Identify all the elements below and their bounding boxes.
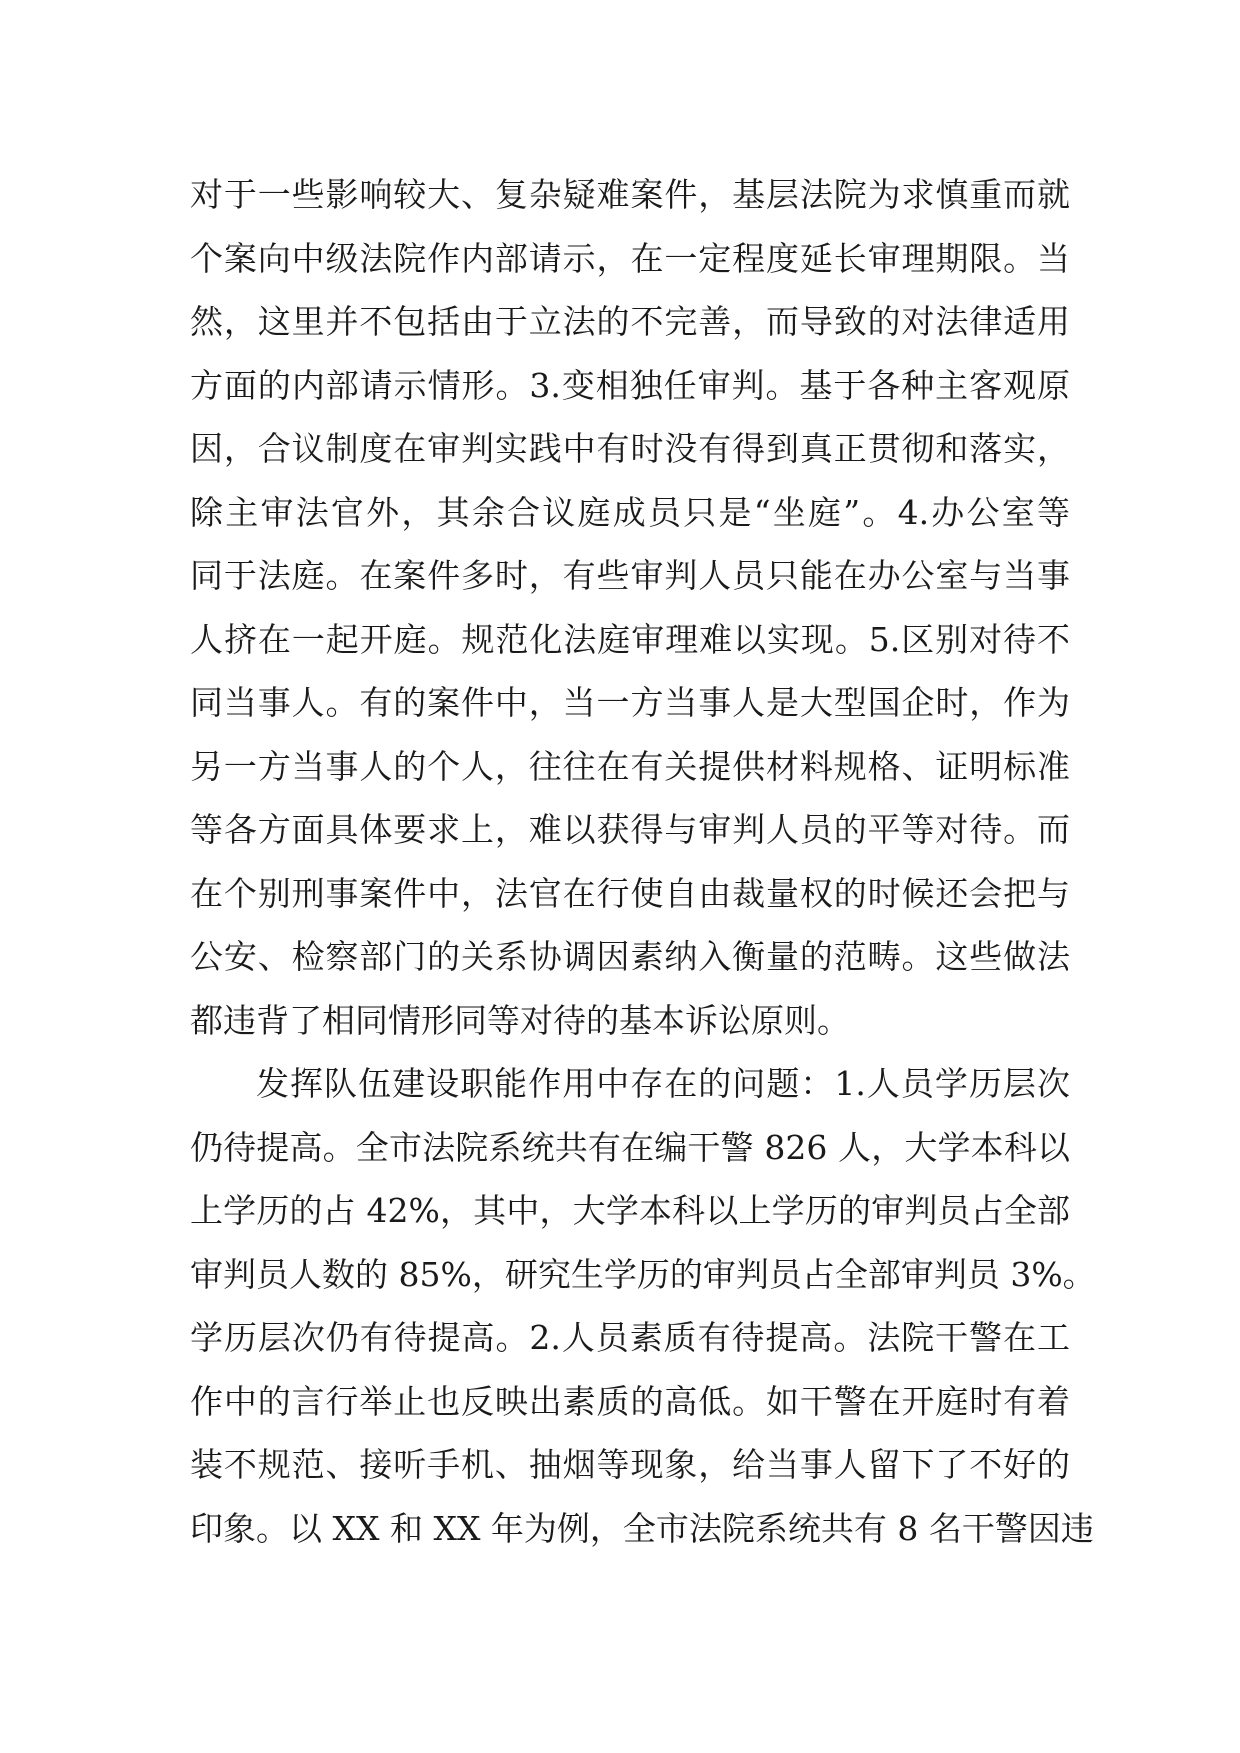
text-line: 发挥队伍建设职能作用中存在的问题：1.人员学历层次	[256, 1064, 1070, 1103]
text-line: 装不规范、接听手机、抽烟等现象，给当事人留下了不好的	[190, 1445, 1070, 1484]
text-line: 同于法庭。在案件多时，有些审判人员只能在办公室与当事	[190, 556, 1070, 595]
text-line: 学历层次仍有待提高。2.人员素质有待提高。法院干警在工	[190, 1318, 1070, 1357]
text-line: 同当事人。有的案件中，当一方当事人是大型国企时，作为	[190, 683, 1070, 722]
body-text	[190, 163, 1096, 1560]
text-line: 对于一些影响较大、复杂疑难案件，基层法院为求慎重而就	[190, 175, 1070, 214]
text-line: 仍待提高。全市法院系统共有在编干警 826 人，大学本科以	[190, 1127, 1070, 1167]
text-line: 人挤在一起开庭。规范化法庭审理难以实现。5.区别对待不	[190, 619, 1070, 659]
text-line: 都违背了相同情形同等对待的基本诉讼原则。	[190, 1000, 850, 1040]
text-line: 等各方面具体要求上，难以获得与审判人员的平等对待。而	[190, 810, 1070, 849]
text-line: 印象。以 XX 和 XX 年为例，全市法院系统共有 8 名干警因违	[190, 1508, 1094, 1548]
text-line: 方面的内部请示情形。3.变相独任审判。基于各种主客观原	[190, 365, 1070, 405]
text-line: 上学历的占 42%，其中，大学本科以上学历的审判员占全部	[190, 1191, 1070, 1230]
text-line: 在个别刑事案件中，法官在行使自由裁量权的时候还会把与	[190, 873, 1070, 913]
text-line: 个案向中级法院作内部请示，在一定程度延长审理期限。当	[190, 238, 1070, 278]
text-line: 除主审法官外，其余合议庭成员只是“坐庭”。4.办公室等	[190, 492, 1070, 532]
text-line: 审判员人数的 85%，研究生学历的审判员占全部审判员 3%。	[190, 1254, 1096, 1294]
text-line: 然，这里并不包括由于立法的不完善，而导致的对法律适用	[190, 302, 1070, 341]
text-line: 因，合议制度在审判实践中有时没有得到真正贯彻和落实，	[190, 429, 1070, 468]
text-line: 另一方当事人的个人，往往在有关提供材料规格、证明标准	[190, 746, 1070, 786]
text-line: 作中的言行举止也反映出素质的高低。如干警在开庭时有着	[190, 1381, 1070, 1421]
text-line: 公安、检察部门的关系协调因素纳入衡量的范畴。这些做法	[190, 937, 1070, 976]
